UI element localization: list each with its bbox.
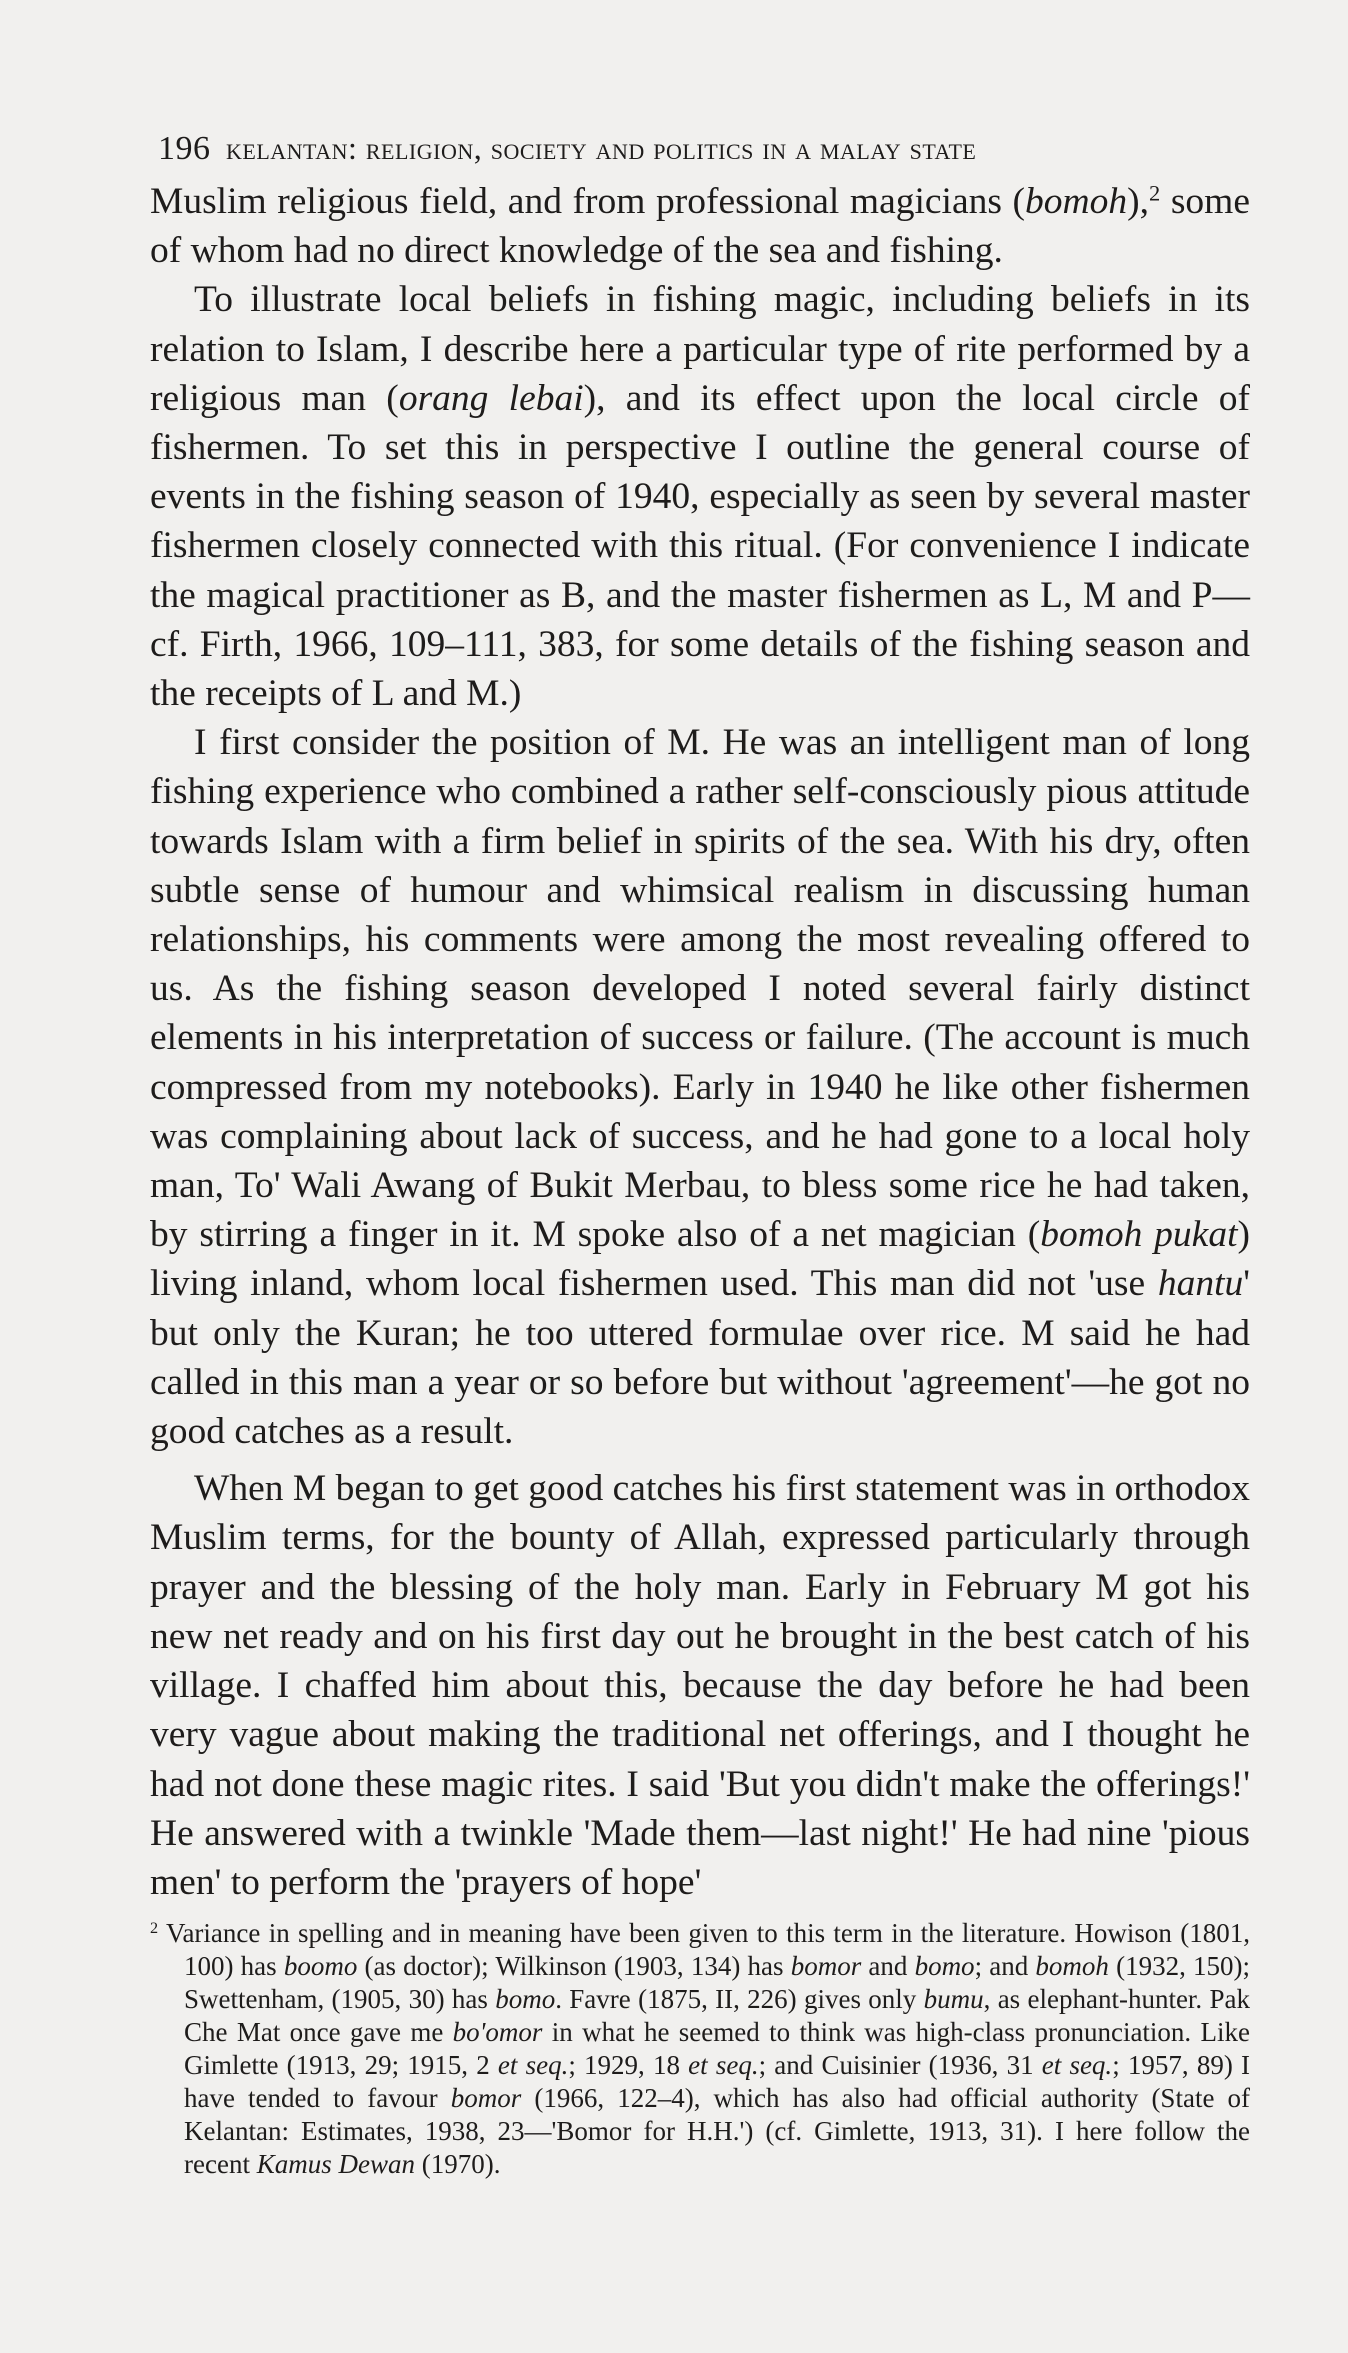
text-run: When M began to get good catches his first statement was in orthodox Muslim terms, for the bounty of Allah, expressed particularly through prayer and the blessing of the holy man. Early in February M got his new net ready and on his first day out he brought in the best catch of his village. I chaffed him about this, because the day before he had been very vague about making the traditional net offerings, and I thought he had not done these magic rites. I said 'But you didn't make the offerings!' He answered with a twinkle 'Made them—last night!' He had nine 'pious men' to perform the 'prayers of hope'	[150, 1468, 1251, 1903]
text-run: I first consider the position of M. He was an intelligent man of long fishing experience who combined a rather self-consciously pious attitude towards Islam with a firm belief in spirits of the sea. With his dry, often subtle sense of humour and whimsical realism in discussing human relationships, his comments were among the most revealing offered to us. As the fishing season developed I noted several fairly distinct elements in his interpretation of success or failure. (The account is much compressed from my notebooks). Early in 1940 he like other fishermen was complaining about lack of success, and he had gone to a local holy man, To' Wali Awang of Bukit Merbau, to bless some rice he had taken, by stirring a finger in it. M spoke also of a net magician (	[150, 722, 1250, 1256]
italic-term: bomor	[450, 2083, 522, 2114]
italic-term: bomo	[914, 1951, 975, 1982]
text-run: ), and its effect upon the local circle of fishermen. To set this in perspective I outline the general course of events in the fishing season of 1940, especially as seen by several master fishermen closely connected with this ritual. (For convenience I indicate the magical practitioner as B, and the master fishermen as L, M and P—cf. Firth, 1966, 109–111, 383, for some details of the fishing season and the receipts of L and M.)	[150, 377, 1250, 715]
italic-term: bomoh	[1025, 181, 1128, 222]
paragraph-3	[150, 718, 1250, 1456]
italic-term: et seq.	[497, 2050, 569, 2081]
italic-term: hantu	[1157, 1263, 1244, 1305]
text-run: To illustrate local beliefs in fishing magic, including beliefs in its relation to Islam, I describe here a particular type of rite performed by a religious man (	[150, 279, 1250, 419]
footnote-reference: 2	[1148, 180, 1161, 206]
text-run: ),	[1127, 181, 1149, 222]
text-run: ; 1957, 89) I have tended to favour	[184, 2050, 1250, 2114]
page-number: 196	[158, 130, 211, 167]
text-run: ; and Cuisinier (1936, 31	[758, 2050, 1042, 2081]
text-run: and	[861, 1951, 915, 1982]
italic-term: bomoh pukat	[1040, 1214, 1238, 1256]
italic-term: et seq.	[1041, 2050, 1113, 2081]
italic-term: bomor	[790, 1951, 862, 1982]
paragraph-1	[150, 177, 1250, 275]
book-page	[150, 128, 1250, 2181]
text-run: ) living inland, whom local fishermen used. This man did not 'use	[150, 1214, 1250, 1305]
text-run: (1932, 150); Swettenham, (1905, 30) has	[184, 1951, 1250, 2015]
italic-term: bomo	[495, 1984, 556, 2015]
text-run: Variance in spelling and in meaning have been given to this term in the literature. Howison (1801, 100) has	[158, 1918, 1250, 1982]
text-run: in what he seemed to think was high-class pronunciation. Like Gimlette (1913, 29; 1915, 2	[184, 2017, 1251, 2081]
body-text	[150, 177, 1250, 1907]
text-run: , as elephant-hunter. Pak Che Mat once gave me	[184, 1984, 1250, 2048]
running-title: kelantan: religion, society and politics in a malay state	[226, 130, 977, 166]
text-run: Muslim religious field, and from professional magicians (	[150, 181, 1026, 222]
text-run: . Favre (1875, II, 226) gives only	[555, 1984, 924, 2015]
italic-term: bumu	[923, 1984, 984, 2015]
text-run: ' but only the Kuran; he too uttered formulae over rice. M said he had called in this man a year or so before but without 'agreement'—he got no good catches as a result.	[150, 1263, 1250, 1453]
italic-term: bo'omor	[452, 2017, 543, 2048]
paragraph-2	[150, 275, 1250, 718]
italic-term: et seq.	[688, 2050, 759, 2081]
text-run: ; 1929, 18	[568, 2050, 689, 2081]
text-run: ; and	[974, 1951, 1036, 1982]
running-head	[158, 128, 1250, 171]
text-run: (1970).	[414, 2149, 501, 2180]
text-run: (as doctor); Wilkinson (1903, 134) has	[357, 1951, 791, 1982]
italic-term: orang lebai	[398, 377, 584, 419]
text-run: some of whom had no direct knowledge of the sea and fishing.	[150, 181, 1250, 272]
italic-term: boomo	[283, 1951, 358, 1982]
text-run: (1966, 122–4), which has also had official authority (State of Kelantan: Estimates, 1938, 23—'Bomor for H.H.') (cf. Gimlette, 1913, 31). I here follow the recent	[184, 2083, 1251, 2180]
paragraph-4	[150, 1464, 1250, 1907]
footnote-mark: 2	[150, 1919, 159, 1938]
italic-term: bomoh	[1035, 1951, 1109, 1982]
italic-term: Kamus Dewan	[256, 2149, 415, 2180]
footnote	[150, 1917, 1250, 2181]
